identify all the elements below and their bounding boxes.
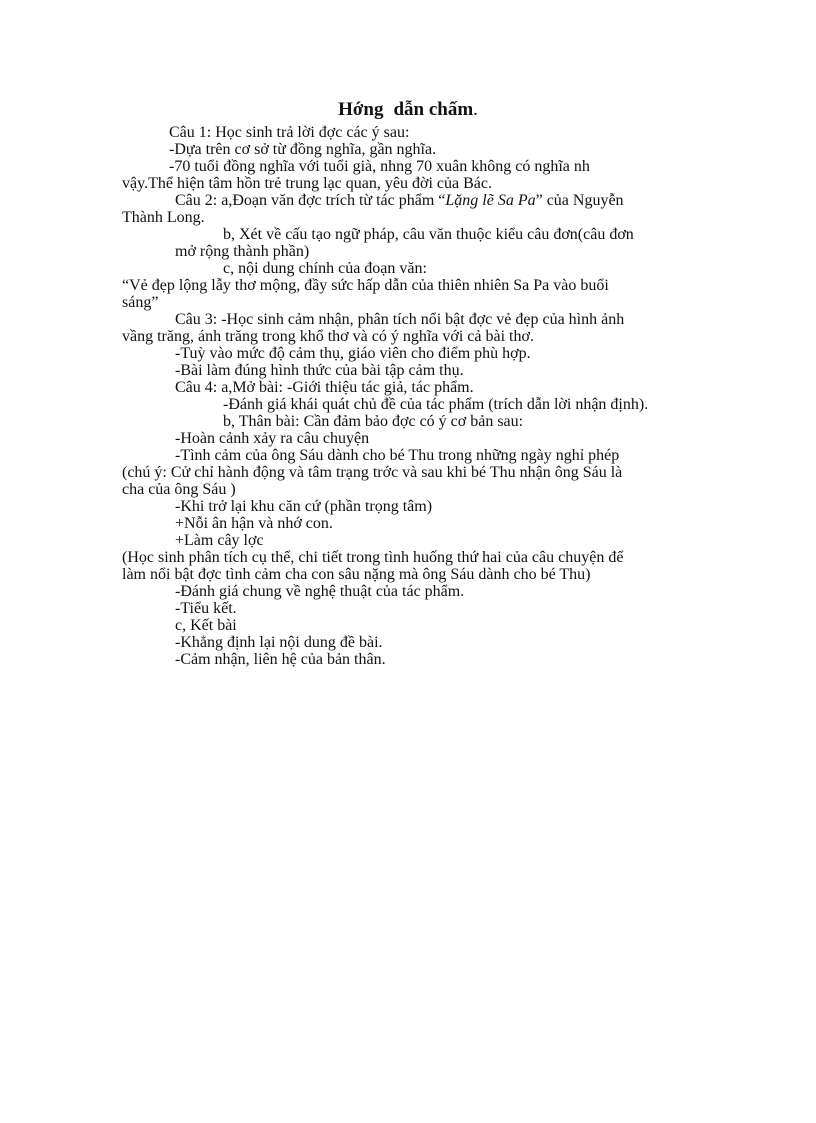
text-line: -Bài làm đúng hình thức của bài tập cảm thụ. <box>175 362 464 379</box>
text-line: “Vẻ đẹp lộng lẫy thơ mộng, đầy sức hấp dẫn của thiên nhiên Sa Pa vào buổi <box>122 277 609 294</box>
text-line: -Tình cảm của ông Sáu dành cho bé Thu trong những ngày nghỉ phép <box>175 447 620 464</box>
work-title: Lặng lẽ Sa Pa <box>445 192 536 209</box>
text-line: Câu 4: a,Mở bài: -Giới thiệu tác giả, tác phẩm. <box>175 379 474 396</box>
text-segment: Câu 2: a,Đoạn văn đợc trích từ tác phẩm “ <box>175 192 446 209</box>
text-line: -Dựa trên cơ sở từ đồng nghĩa, gần nghĩa. <box>169 141 437 158</box>
text-line: +Nỗi ân hận và nhớ con. <box>175 515 333 532</box>
text-line: mở rộng thành phần) <box>175 243 310 260</box>
text-line: -Khẳng định lại nội dung đề bài. <box>175 634 383 651</box>
text-segment: ” của Nguyễn <box>535 192 624 209</box>
text-line: sáng” <box>122 294 159 311</box>
text-line: -Đánh giá khái quát chủ đề của tác phẩm (trích dẫn lời nhận định). <box>223 396 649 413</box>
text-line: Thành Long. <box>122 209 205 226</box>
text-line: -Cảm nhận, liên hệ của bản thân. <box>175 651 386 668</box>
text-line: -70 tuổi đồng nghĩa với tuổi già, nhng 70 xuân không có nghĩa nh <box>169 158 590 175</box>
text-line: vậy.Thể hiện tâm hồn trẻ trung lạc quan, yêu đời của Bác. <box>122 175 492 192</box>
text-line: c, Kết bài <box>175 617 237 634</box>
text-line: -Đánh giá chung về nghệ thuật của tác phẩm. <box>175 583 465 600</box>
text-line: cha của ông Sáu ) <box>122 481 236 498</box>
text-line: Câu 3: -Học sinh cảm nhận, phân tích nổi bật đợc vẻ đẹp của hình ảnh <box>175 311 625 328</box>
page-title <box>0 98 816 122</box>
text-line: -Khi trở lại khu căn cứ (phần trọng tâm) <box>175 498 433 515</box>
text-line: b, Thân bài: Cần đảm bảo đợc có ý cơ bản sau: <box>223 413 524 430</box>
text-line <box>175 192 624 209</box>
text-line: vầng trăng, ánh trăng trong khổ thơ và có ý nghĩa với cả bài thơ. <box>122 328 534 345</box>
text-line: làm nổi bật đợc tình cảm cha con sâu nặng mà ông Sáu dành cho bé Thu) <box>122 566 591 583</box>
text-line: c, nội dung chính của đoạn văn: <box>223 260 427 277</box>
title-part-b: dẫn chấm <box>393 99 474 120</box>
text-line: Câu 1: Học sinh trả lời đợc các ý sau: <box>169 124 410 141</box>
text-line: (Học sinh phân tích cụ thể, chi tiết trong tình huống thứ hai của câu chuyện để <box>122 549 624 566</box>
title-part-c: . <box>473 99 478 120</box>
text-line: (chú ý: Cử chỉ hành động và tâm trạng trớc và sau khi bé Thu nhận ông Sáu là <box>122 464 623 481</box>
text-line: -Tuỳ vào mức độ cảm thụ, giáo viên cho điểm phù hợp. <box>175 345 531 362</box>
text-line: b, Xét về cấu tạo ngữ pháp, câu văn thuộc kiểu câu đơn(câu đơn <box>223 226 634 243</box>
text-line: +Làm cây lợc <box>175 532 264 549</box>
text-line: -Hoàn cảnh xảy ra câu chuyện <box>175 430 370 447</box>
text-line: -Tiểu kết. <box>175 600 237 617</box>
title-part-a: Hớng <box>338 99 384 120</box>
